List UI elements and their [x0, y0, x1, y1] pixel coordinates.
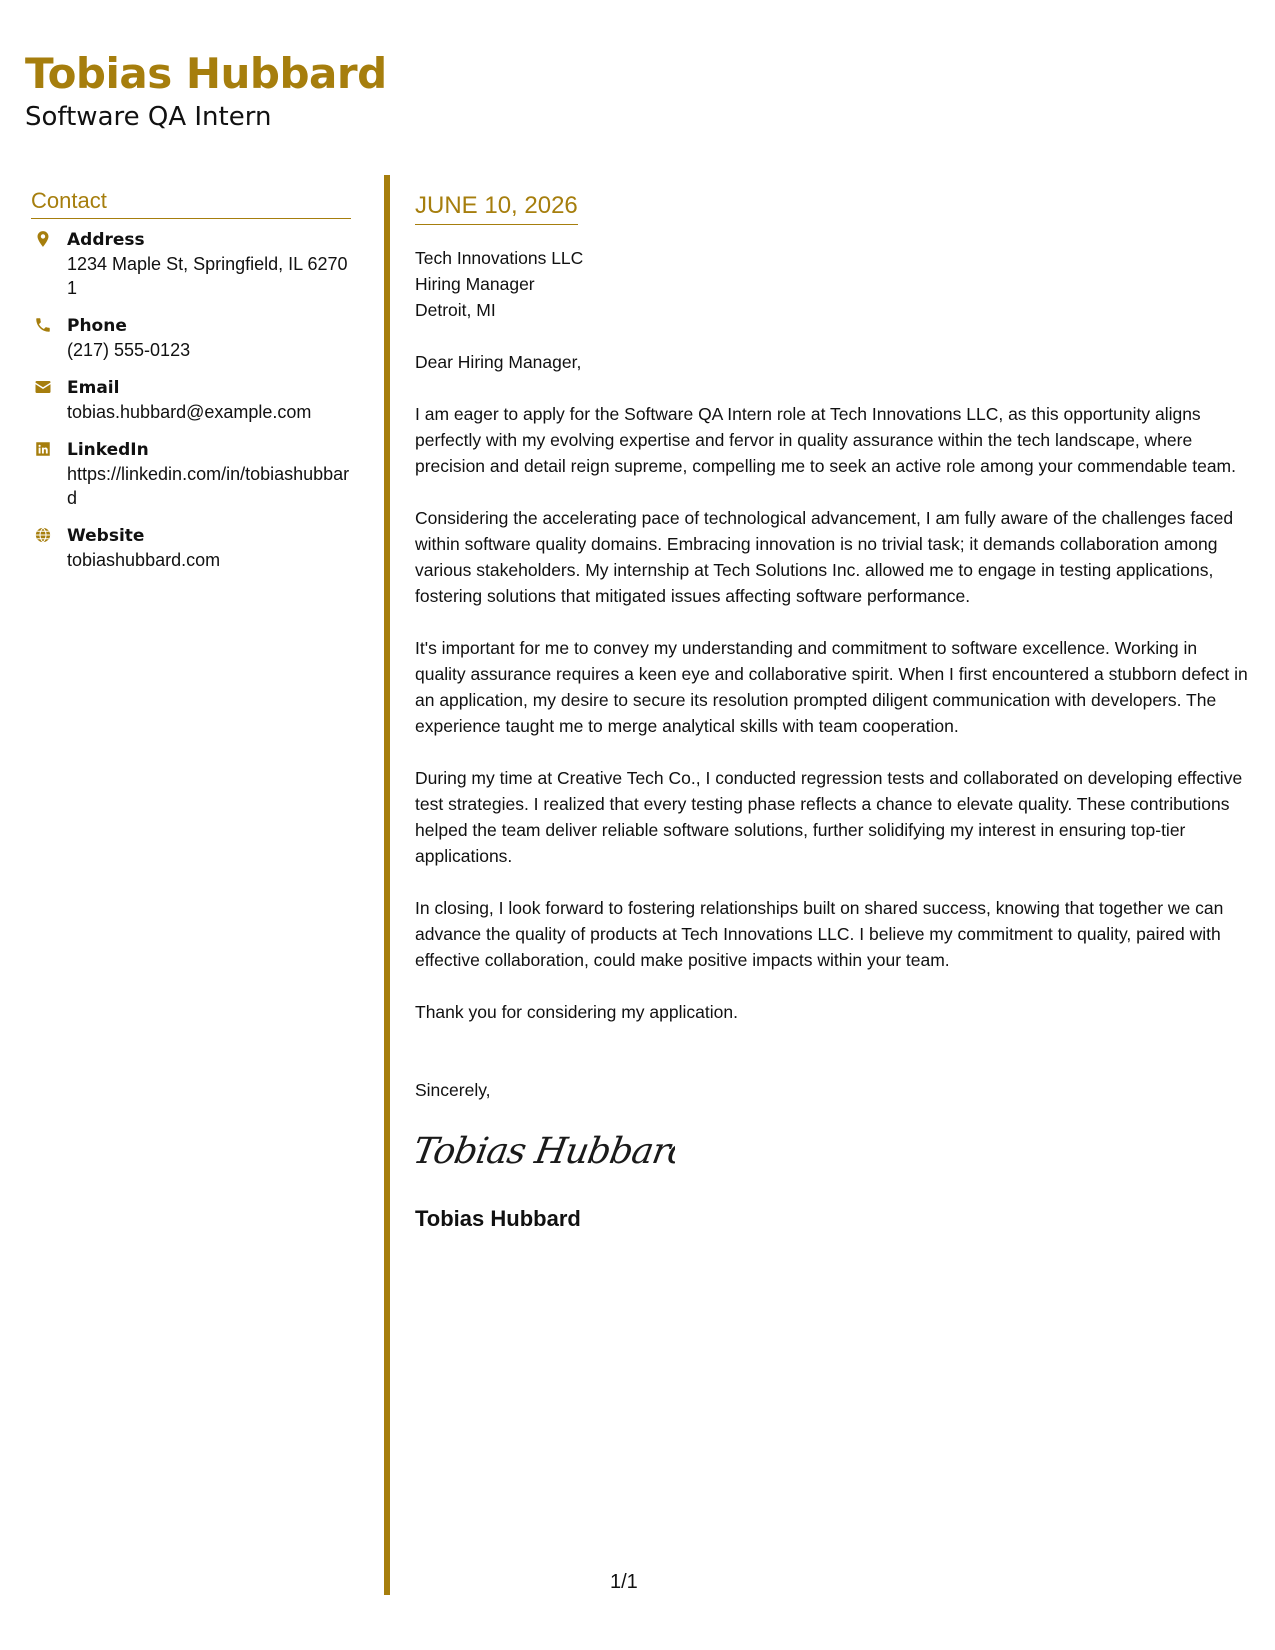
salutation: Dear Hiring Manager,	[415, 352, 582, 372]
letter-date: JUNE 10, 2026	[415, 190, 578, 225]
letter-paragraph: Thank you for considering my application.	[415, 1002, 738, 1022]
phone-icon	[34, 316, 52, 334]
svg-text:Tobias Hubbard: Tobias Hubbard	[415, 1129, 675, 1172]
linkedin-value: https://linkedin.com/in/tobiashubbard	[67, 464, 350, 508]
letter-paragraph: In closing, I look forward to fostering relationships built on shared success, knowing that together we can advance the quality of products at Tech Innovations LLC. I believe my commitment to quality, paired with effective collaboration, could make positive impacts within your team.	[415, 898, 1224, 970]
vertical-divider	[384, 175, 390, 1595]
resume-header	[25, 46, 387, 132]
signed-name: Tobias Hubbard	[415, 1206, 581, 1231]
contact-heading: Contact	[31, 186, 351, 219]
email-value: tobias.hubbard@example.com	[67, 402, 312, 422]
letter-paragraph: It's important for me to convey my understanding and commitment to software excellence. Working in quality assurance requires a keen eye and collaborative spirit. When I first encountered a stubborn defect in an application, my desire to secure its resolution prompted diligent communication with developers. The experience taught me to merge analytical skills with team cooperation.	[415, 638, 1248, 736]
contact-label: Website	[67, 526, 145, 546]
contact-item-website	[31, 524, 351, 572]
recipient-block	[415, 245, 1251, 323]
linkedin-icon	[34, 440, 52, 458]
location-pin-icon	[34, 230, 52, 248]
contact-sidebar	[31, 186, 351, 586]
cover-letter-body	[415, 190, 1251, 1234]
letter-paragraph: During my time at Creative Tech Co., I conducted regression tests and collaborated on developing effective test strategies. I realized that every testing phase reflects a chance to elevate quality. These contributions helped the team deliver reliable software solutions, further solidifying my interest in ensuring top-tier applications.	[415, 768, 1243, 866]
closing: Sincerely,	[415, 1080, 491, 1100]
contact-label: LinkedIn	[67, 440, 149, 460]
phone-value: (217) 555-0123	[67, 340, 191, 360]
contact-label: Email	[67, 378, 120, 398]
contact-label: Address	[67, 230, 145, 250]
address-value: 1234 Maple St, Springfield, IL 62701	[67, 254, 348, 298]
letter-paragraph: I am eager to apply for the Software QA Intern role at Tech Innovations LLC, as this opportunity aligns perfectly with my evolving expertise and fervor in quality assurance within the tech landscape, where precision and detail reign supreme, compelling me to seek an active role among your commendable team.	[415, 404, 1236, 476]
page-number: 1/1	[610, 1571, 638, 1593]
contact-item-email	[31, 376, 351, 424]
handwritten-signature	[415, 1121, 675, 1181]
website-value: tobiashubbard.com	[67, 550, 221, 570]
contact-label: Phone	[67, 316, 127, 336]
letter-paragraph: Considering the accelerating pace of technological advancement, I am fully aware of the challenges faced within software quality domains. Embracing innovation is no trivial task; it demands collaboration among various stakeholders. My internship at Tech Solutions Inc. allowed me to engage in testing applications, fostering solutions that mitigated issues affecting software performance.	[415, 508, 1234, 606]
recipient-location: Detroit, MI	[415, 300, 496, 320]
applicant-name: Tobias Hubbard	[25, 49, 387, 98]
contact-item-linkedin	[31, 438, 351, 510]
recipient-attention: Hiring Manager	[415, 274, 535, 294]
contact-item-address	[31, 228, 351, 300]
envelope-icon	[34, 378, 52, 396]
globe-icon	[34, 526, 52, 544]
contact-item-phone	[31, 314, 351, 362]
recipient-company: Tech Innovations LLC	[415, 248, 584, 268]
job-title: Software QA Intern	[25, 102, 272, 132]
